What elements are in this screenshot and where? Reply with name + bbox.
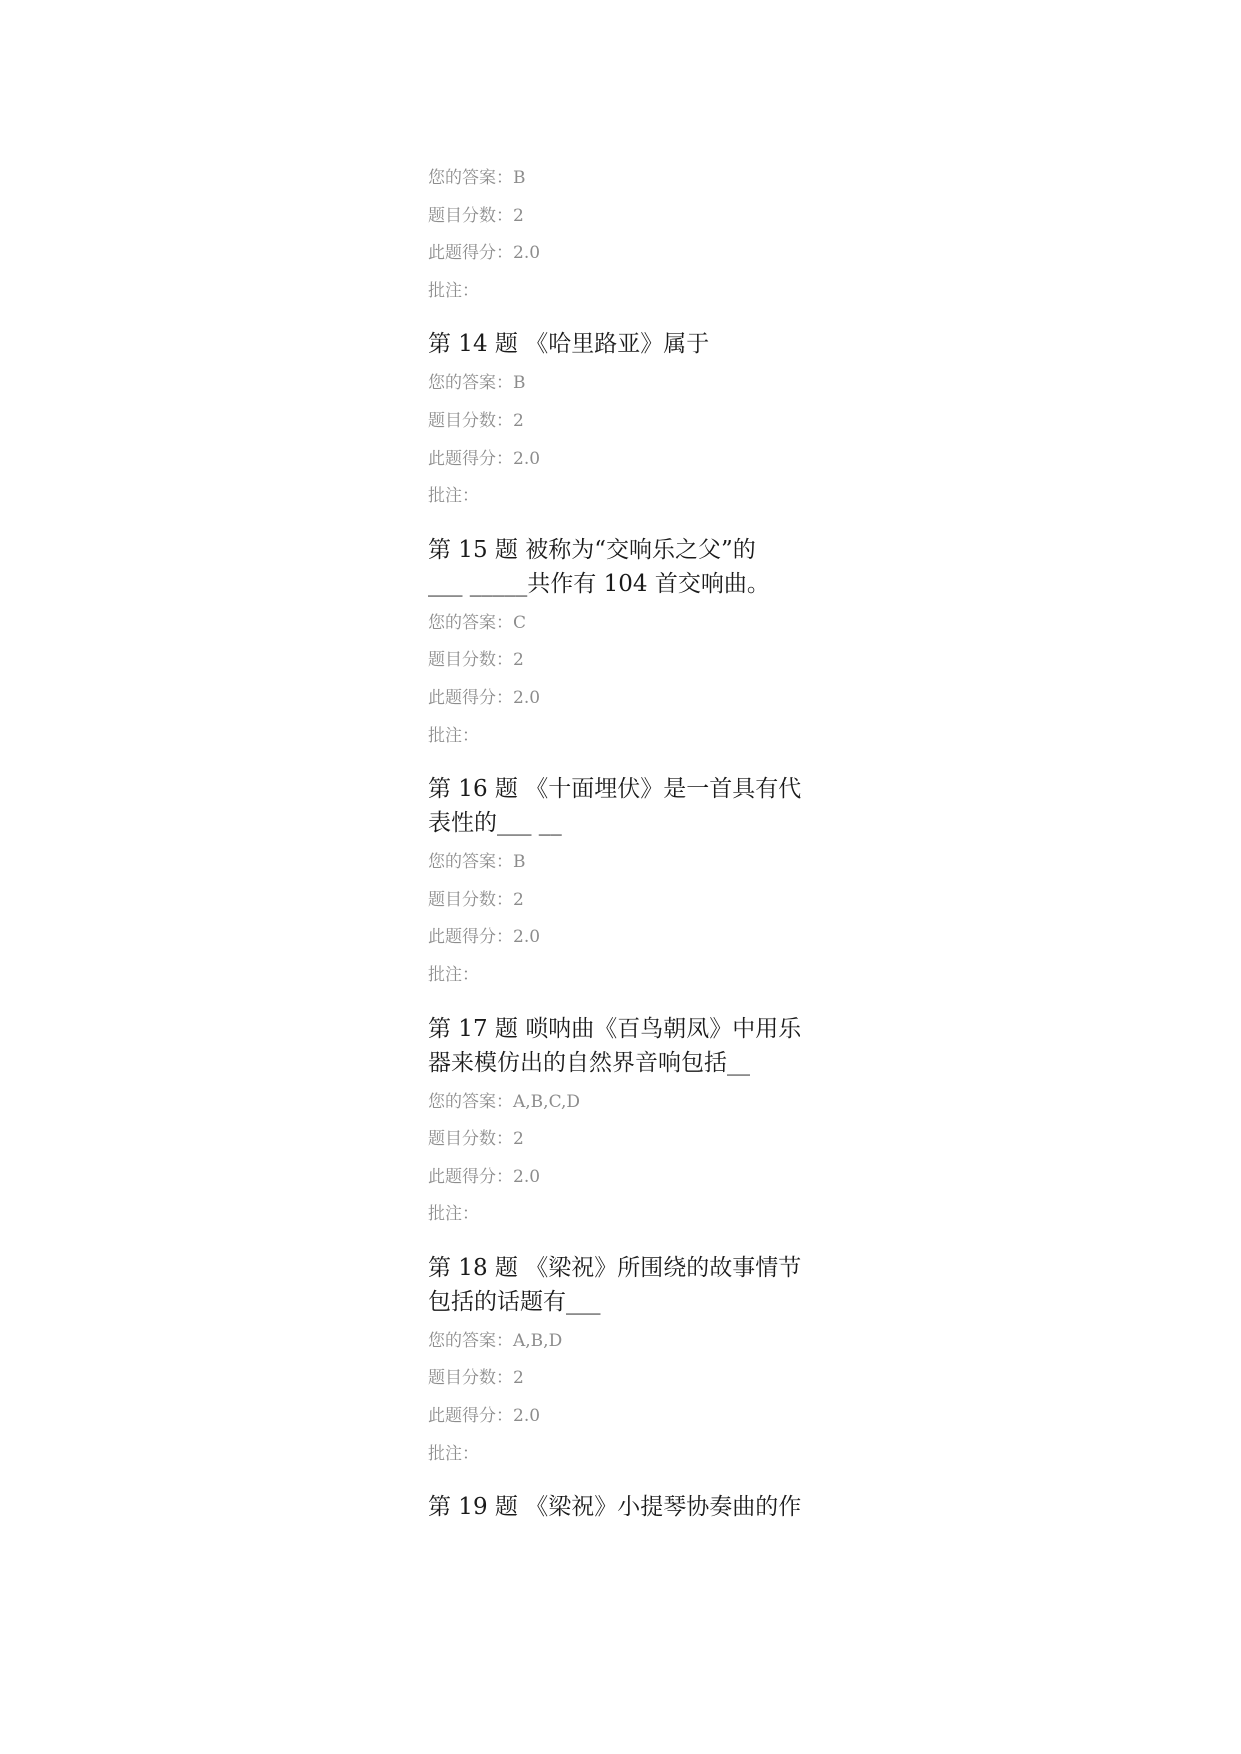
points-value: 2 xyxy=(513,410,524,431)
comment-label: 批注： xyxy=(428,725,479,746)
points-label: 题目分数： xyxy=(428,889,513,910)
score-label: 此题得分： xyxy=(428,1406,513,1427)
score-label: 此题得分： xyxy=(428,1166,513,1187)
score-value: 2.0 xyxy=(513,1406,541,1427)
comment-label: 批注： xyxy=(428,486,479,507)
points-row xyxy=(428,1360,820,1398)
points-label: 题目分数： xyxy=(428,1129,513,1150)
answer-row xyxy=(428,160,820,198)
result-block xyxy=(428,160,820,310)
question-text-line: 第 18 题 《梁祝》所围绕的故事情节 xyxy=(428,1254,802,1281)
question-block xyxy=(428,533,820,755)
score-value: 2.0 xyxy=(513,1166,541,1187)
points-row xyxy=(428,882,820,920)
points-row xyxy=(428,1121,820,1159)
question-title xyxy=(428,327,820,361)
score-label: 此题得分： xyxy=(428,687,513,708)
comment-label: 批注： xyxy=(428,964,479,985)
points-row xyxy=(428,642,820,680)
question-text-line: 器来模仿出的自然界音响包括__ xyxy=(428,1049,750,1076)
question-text-line: 包括的话题有___ xyxy=(428,1288,601,1315)
points-value: 2 xyxy=(513,889,524,910)
points-value: 2 xyxy=(513,205,524,226)
comment-row xyxy=(428,273,820,311)
answer-value: A,B,C,D xyxy=(513,1091,581,1112)
answer-label: 您的答案： xyxy=(428,1091,513,1112)
score-row xyxy=(428,1159,820,1197)
score-value: 2.0 xyxy=(513,687,541,708)
question-title xyxy=(428,772,820,840)
question-block xyxy=(428,1012,820,1234)
comment-row xyxy=(428,478,820,516)
comment-row xyxy=(428,957,820,995)
answer-value: B xyxy=(513,852,526,873)
question-title xyxy=(428,1012,820,1080)
answer-label: 您的答案： xyxy=(428,373,513,394)
question-text-line: 表性的___ __ xyxy=(428,810,562,837)
answer-label: 您的答案： xyxy=(428,852,513,873)
answer-value: B xyxy=(513,373,526,394)
answer-label: 您的答案： xyxy=(428,612,513,633)
score-row xyxy=(428,919,820,957)
points-label: 题目分数： xyxy=(428,1368,513,1389)
score-row xyxy=(428,1398,820,1436)
answer-row xyxy=(428,1323,820,1361)
score-value: 2.0 xyxy=(513,448,541,469)
points-label: 题目分数： xyxy=(428,410,513,431)
points-row xyxy=(428,403,820,441)
question-title xyxy=(428,1490,820,1524)
points-row xyxy=(428,198,820,236)
comment-label: 批注： xyxy=(428,1204,479,1225)
score-row xyxy=(428,441,820,479)
question-block xyxy=(428,772,820,994)
question-text-line: 第 17 题 唢呐曲《百鸟朝凤》中用乐 xyxy=(428,1015,802,1042)
comment-row xyxy=(428,718,820,756)
answer-label: 您的答案： xyxy=(428,168,513,188)
score-row xyxy=(428,680,820,718)
score-value: 2.0 xyxy=(513,927,541,948)
answer-value: C xyxy=(513,612,527,633)
question-column xyxy=(428,160,820,1528)
points-label: 题目分数： xyxy=(428,650,513,671)
question-block xyxy=(428,1251,820,1473)
points-value: 2 xyxy=(513,1368,524,1389)
points-value: 2 xyxy=(513,650,524,671)
question-text-line: 第 19 题 《梁祝》小提琴协奏曲的作 xyxy=(428,1494,802,1521)
score-label: 此题得分： xyxy=(428,448,513,469)
score-label: 此题得分： xyxy=(428,927,513,948)
score-value: 2.0 xyxy=(513,243,541,264)
score-row xyxy=(428,235,820,273)
comment-row xyxy=(428,1436,820,1474)
answer-row xyxy=(428,605,820,643)
question-text-line: 第 15 题 被称为“交响乐之父”的 xyxy=(428,536,756,563)
comment-label: 批注： xyxy=(428,280,479,301)
answer-row xyxy=(428,844,820,882)
answer-label: 您的答案： xyxy=(428,1330,513,1351)
question-title xyxy=(428,533,820,601)
points-label: 题目分数： xyxy=(428,205,513,226)
question-text-line: ___ _____共作有 104 首交响曲。 xyxy=(428,570,770,597)
comment-row xyxy=(428,1196,820,1234)
comment-label: 批注： xyxy=(428,1443,479,1464)
question-text-line: 第 16 题 《十面埋伏》是一首具有代 xyxy=(428,776,802,803)
question-block xyxy=(428,327,820,515)
answer-value: A,B,D xyxy=(513,1330,563,1351)
score-label: 此题得分： xyxy=(428,243,513,264)
answer-value: B xyxy=(513,168,526,188)
question-title xyxy=(428,1251,820,1319)
question-block xyxy=(428,1490,820,1524)
question-text-line: 第 14 题 《哈里路亚》属于 xyxy=(428,331,710,358)
answer-row xyxy=(428,1084,820,1122)
answer-row xyxy=(428,365,820,403)
points-value: 2 xyxy=(513,1129,524,1150)
